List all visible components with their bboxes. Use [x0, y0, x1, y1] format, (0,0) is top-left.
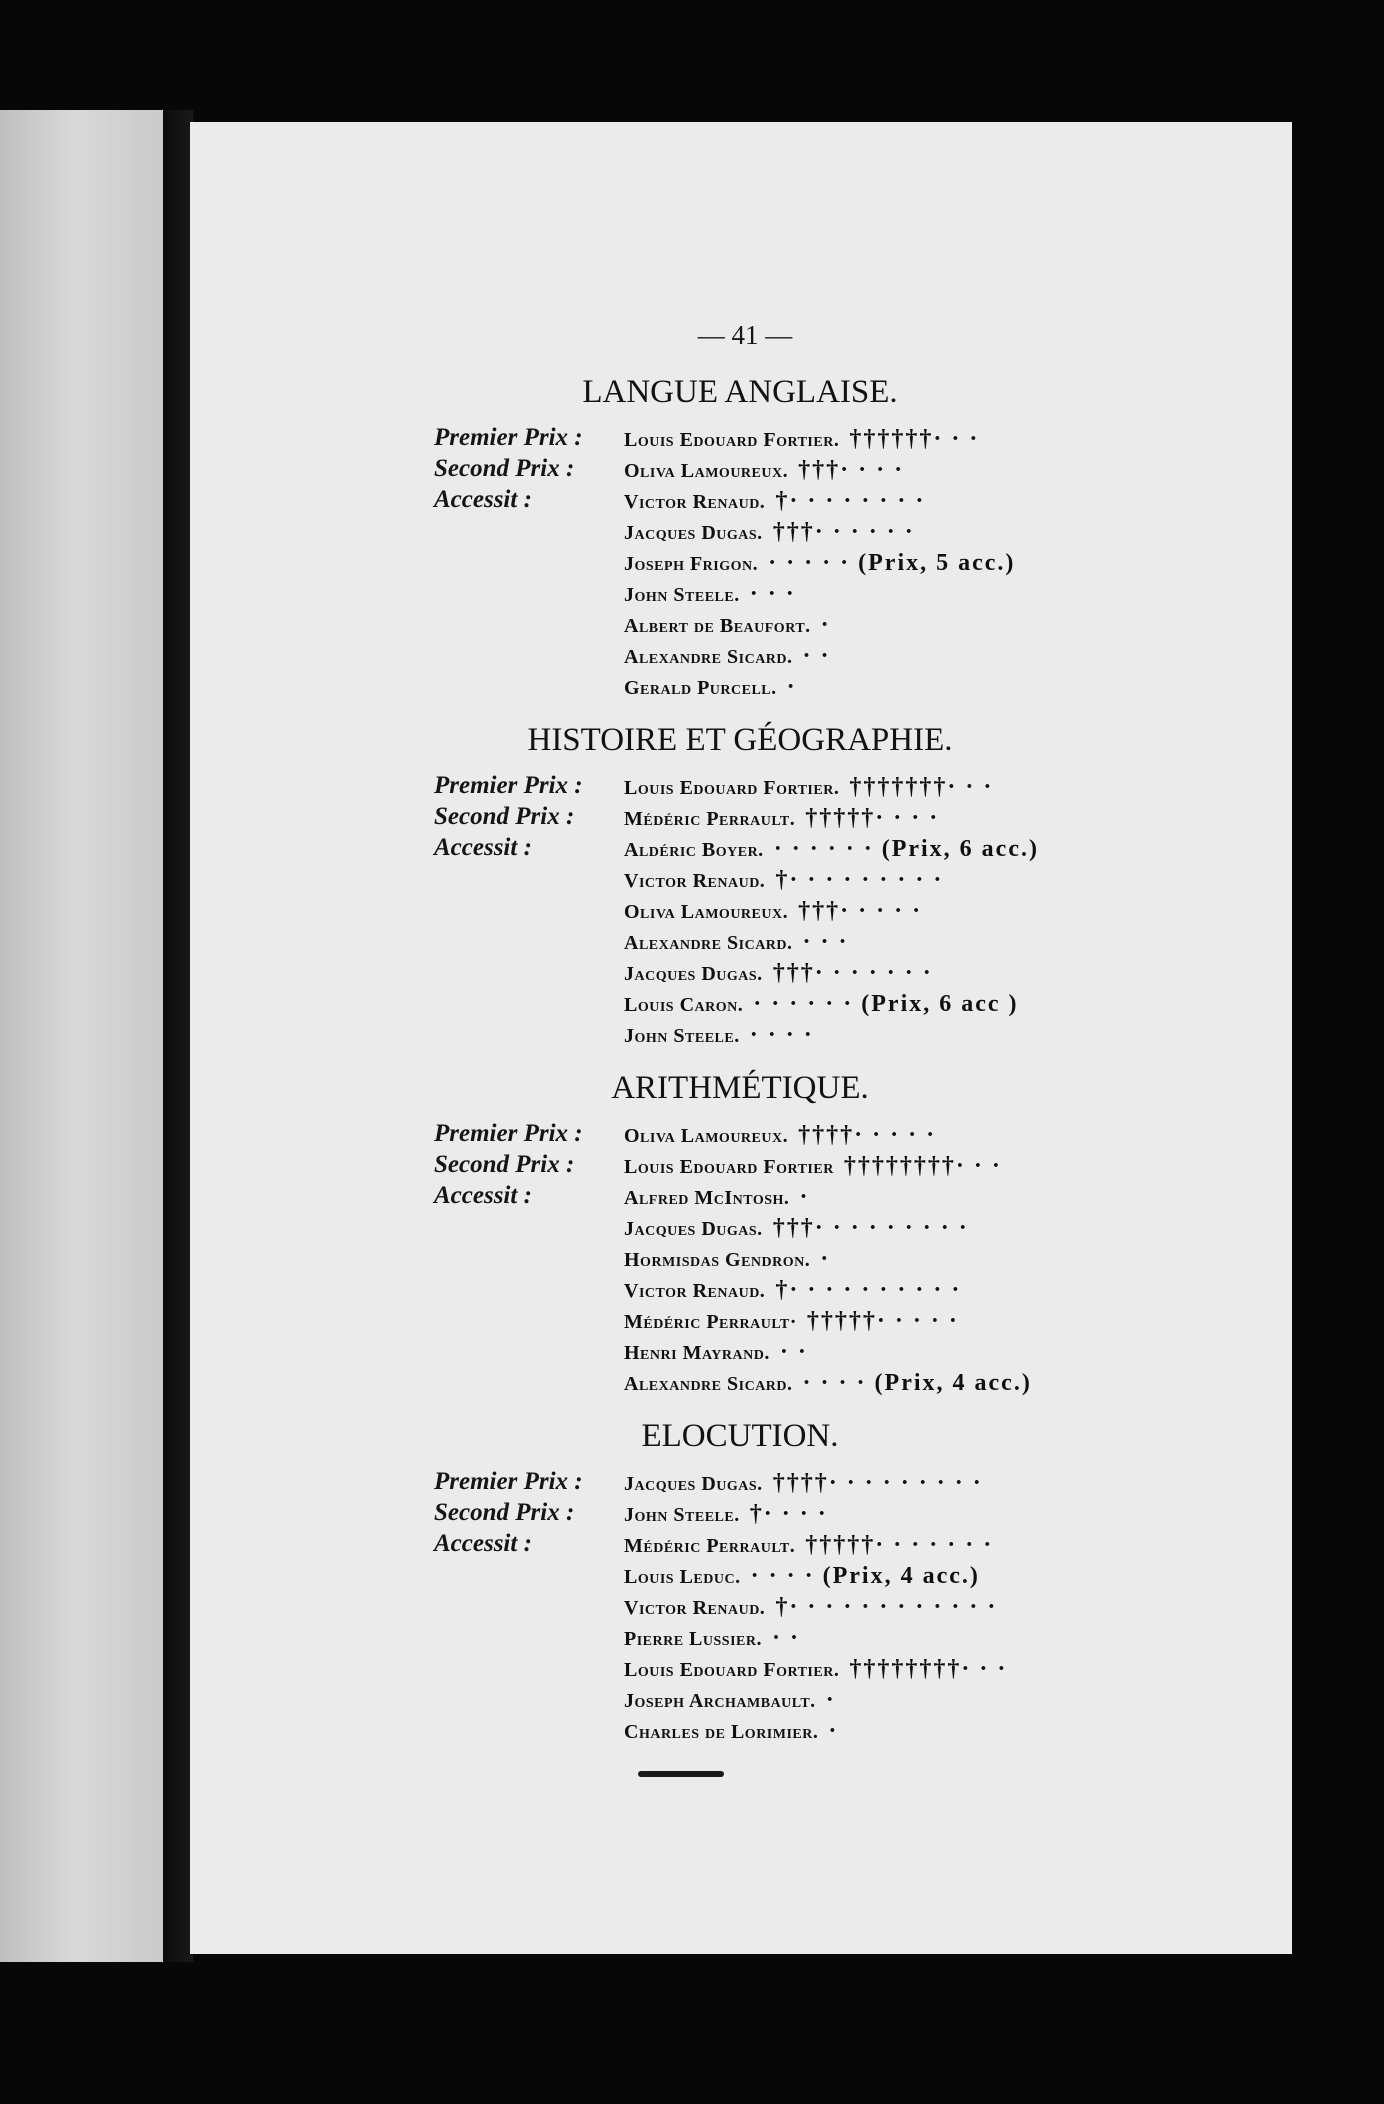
merit-marks: ††††††††· · · [849, 1656, 1008, 1682]
merit-marks: †· · · · · · · · · [775, 867, 944, 893]
prize-entry [624, 581, 1264, 608]
merit-marks: ††††· · · · · [798, 1122, 937, 1148]
student-name: Médéric Perrault. [624, 808, 796, 830]
merit-marks: †††††· · · · · [806, 1308, 959, 1334]
student-name: John Steele. [624, 1504, 740, 1526]
prize-label: Second Prix : [434, 1151, 575, 1178]
student-name: Jacques Dugas. [624, 522, 763, 544]
student-name: Aldéric Boyer. [624, 839, 764, 861]
student-name: Louis Caron. [624, 994, 744, 1016]
student-name: Hormisdas Gendron. [624, 1249, 811, 1271]
merit-marks: †††††· · · · · · · [805, 1532, 994, 1558]
student-name: Alfred McIntosh. [624, 1187, 790, 1209]
student-name: Pierre Lussier. [624, 1628, 762, 1650]
merit-marks: · · · · [749, 1022, 814, 1048]
merit-marks: · · · · · · (Prix, 6 acc ) [753, 991, 1019, 1017]
student-name: Alexandre Sicard. [624, 1373, 793, 1395]
student-name: Jacques Dugas. [624, 1218, 763, 1240]
prize-entry [624, 1687, 1264, 1714]
merit-marks: ††††††††· · · [843, 1153, 1002, 1179]
prize-entry [624, 867, 1264, 894]
merit-marks: · · · · (Prix, 4 acc.) [750, 1563, 980, 1589]
student-name: Victor Renaud. [624, 1597, 766, 1619]
prize-entry [624, 643, 1264, 670]
merit-marks: ††††††· · · [849, 426, 980, 452]
merit-marks: †††· · · · · · · [772, 960, 933, 986]
student-name: Louis Edouard Fortier. [624, 1659, 840, 1681]
merit-marks: · [820, 612, 831, 638]
prize-entry [624, 1594, 1264, 1621]
student-name: Gerald Purcell. [624, 677, 777, 699]
merit-marks: †· · · · · · · · · · · · [775, 1594, 998, 1620]
prize-entry [624, 960, 1264, 987]
student-name: Victor Renaud. [624, 491, 766, 513]
student-name: Jacques Dugas. [624, 1473, 763, 1495]
merit-marks: ††††· · · · · · · · · [772, 1470, 983, 1496]
section-title: LANGUE ANGLAISE. [582, 374, 898, 410]
page-number: — 41 — [697, 320, 793, 350]
merit-marks: · · · · · · (Prix, 6 acc.) [773, 836, 1039, 862]
prize-label: Second Prix : [434, 1499, 575, 1526]
student-name: Oliva Lamoureux. [624, 460, 789, 482]
merit-marks: · [828, 1718, 839, 1744]
prize-entry [624, 836, 1264, 863]
prize-entry [624, 550, 1264, 577]
prize-entry [624, 1246, 1264, 1273]
section-title: HISTOIRE ET GÉOGRAPHIE. [527, 722, 953, 758]
prize-label: Premier Prix : [434, 772, 583, 799]
prize-entry [624, 674, 1264, 701]
prize-entry [624, 898, 1264, 925]
prize-entry [624, 1501, 1264, 1528]
student-name: Joseph Archambault. [624, 1690, 816, 1712]
merit-marks: †· · · · · · · · · · [775, 1277, 962, 1303]
prize-entry [624, 1215, 1264, 1242]
student-name: Alexandre Sicard. [624, 932, 793, 954]
merit-marks: †††††· · · · [805, 805, 940, 831]
prize-entry [624, 426, 1264, 453]
merit-marks: †· · · · [749, 1501, 828, 1527]
merit-marks: · · [802, 643, 831, 669]
student-name: John Steele. [624, 584, 740, 606]
student-name: Louis Edouard Fortier. [624, 429, 840, 451]
merit-marks: · [786, 674, 797, 700]
prize-entry [624, 1308, 1264, 1335]
student-name: Jacques Dugas. [624, 963, 763, 985]
prize-entry [624, 1022, 1264, 1049]
merit-marks: · · · · · (Prix, 5 acc.) [768, 550, 1016, 576]
student-name: Henri Mayrand. [624, 1342, 770, 1364]
prize-entry [624, 1718, 1264, 1745]
student-name: Victor Renaud. [624, 870, 766, 892]
prize-entry [624, 1625, 1264, 1652]
prize-list [190, 122, 1292, 1954]
prize-label: Accessit : [434, 1182, 532, 1209]
student-name: Charles de Lorimier. [624, 1721, 819, 1743]
student-name: Albert de Beaufort. [624, 615, 811, 637]
end-rule [638, 1771, 724, 1777]
prize-entry [624, 488, 1264, 515]
student-name: Louis Edouard Fortier [624, 1156, 834, 1178]
merit-marks: †· · · · · · · · [775, 488, 926, 514]
merit-marks: †††· · · · · · · · · [772, 1215, 969, 1241]
merit-marks: · · [771, 1625, 800, 1651]
merit-marks: · · [779, 1339, 808, 1365]
merit-marks: †††††††· · · [849, 774, 994, 800]
prize-entry [624, 1563, 1264, 1590]
prize-entry [624, 805, 1264, 832]
prize-entry [624, 1153, 1264, 1180]
prize-entry [624, 1532, 1264, 1559]
student-name: Médéric Perrault· [624, 1311, 797, 1333]
merit-marks: · [799, 1184, 810, 1210]
prize-entry [624, 929, 1264, 956]
student-name: Louis Edouard Fortier. [624, 777, 840, 799]
prize-label: Premier Prix : [434, 1120, 583, 1147]
prize-entry [624, 519, 1264, 546]
merit-marks: · · · · (Prix, 4 acc.) [802, 1370, 1032, 1396]
prize-entry [624, 612, 1264, 639]
merit-marks: · [820, 1246, 831, 1272]
prize-entry [624, 1184, 1264, 1211]
student-name: John Steele. [624, 1025, 740, 1047]
student-name: Oliva Lamoureux. [624, 1125, 789, 1147]
student-name: Alexandre Sicard. [624, 646, 793, 668]
section-title: ELOCUTION. [641, 1418, 839, 1454]
merit-marks: · · · [749, 581, 796, 607]
student-name: Victor Renaud. [624, 1280, 766, 1302]
merit-marks: †††· · · · · [798, 898, 923, 924]
merit-marks: †††· · · · [798, 457, 905, 483]
student-name: Oliva Lamoureux. [624, 901, 789, 923]
prize-entry [624, 1122, 1264, 1149]
left-page-margin [0, 110, 166, 1962]
merit-marks: · [825, 1687, 836, 1713]
student-name: Louis Leduc. [624, 1566, 741, 1588]
prize-label: Premier Prix : [434, 1468, 583, 1495]
section-title: ARITHMÉTIQUE. [611, 1070, 869, 1106]
prize-entry [624, 457, 1264, 484]
prize-label: Second Prix : [434, 803, 575, 830]
prize-entry [624, 1277, 1264, 1304]
prize-label: Accessit : [434, 834, 532, 861]
student-name: Médéric Perrault. [624, 1535, 796, 1557]
prize-entry [624, 1470, 1264, 1497]
prize-entry [624, 1370, 1264, 1397]
prize-entry [624, 991, 1264, 1018]
prize-label: Accessit : [434, 1530, 532, 1557]
prize-label: Accessit : [434, 486, 532, 513]
book-gutter [163, 110, 193, 1962]
prize-entry [624, 774, 1264, 801]
prize-label: Second Prix : [434, 455, 575, 482]
prize-entry [624, 1339, 1264, 1366]
prize-label: Premier Prix : [434, 424, 583, 451]
prize-entry [624, 1656, 1264, 1683]
merit-marks: · · · [802, 929, 849, 955]
student-name: Joseph Frigon. [624, 553, 759, 575]
document-page [190, 122, 1292, 1954]
merit-marks: †††· · · · · · [772, 519, 915, 545]
